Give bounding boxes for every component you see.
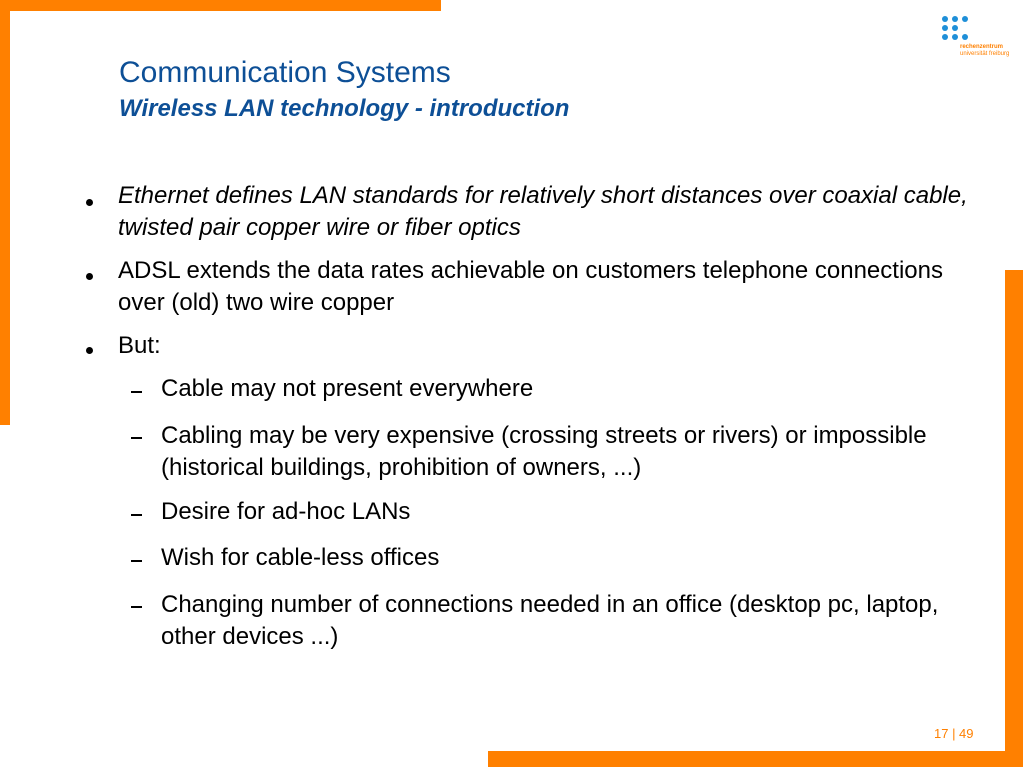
sub-bullet-dash [131, 560, 142, 562]
bullet-text: ADSL extends the data rates achievable on customers telephone connections over (old) two wire copper [118, 257, 943, 316]
sub-bullet-dash [131, 514, 142, 516]
sub-bullet-item [161, 373, 961, 405]
sub-bullet-text: Wish for cable-less offices [161, 544, 440, 571]
bullet-text: Ethernet defines LAN standards for relatively short distances over coaxial cable, twisted pair copper wire or fiber optics [118, 182, 968, 241]
logo-line2: universität freiburg [960, 51, 1010, 57]
sub-bullet-text: Desire for ad-hoc LANs [161, 498, 411, 525]
bullet-dot [86, 347, 93, 354]
sub-bullet-item [161, 542, 961, 574]
sub-bullet-dash [131, 437, 142, 439]
bullet-item [118, 330, 978, 362]
sub-bullet-text: Changing number of connections needed in an office (desktop pc, laptop, other devices ...) [161, 591, 939, 650]
sub-bullet-item [161, 589, 961, 653]
bullet-item [118, 180, 978, 244]
logo-line1: rechenzentrum [960, 44, 1004, 50]
bullet-text: But: [118, 332, 161, 359]
sub-bullet-item [161, 496, 961, 528]
sub-bullet-dash [131, 391, 142, 393]
slide-title: Communication Systems [119, 56, 451, 89]
sub-bullet-text: Cable may not present everywhere [161, 375, 534, 402]
sub-bullet-text: Cabling may be very expensive (crossing streets or rivers) or impossible (historical buildings, prohibition of owners, ...) [161, 422, 927, 481]
page-number: 17 | 49 [934, 726, 974, 741]
slide-subtitle: Wireless LAN technology - introduction [119, 95, 570, 122]
sub-bullet-dash [131, 606, 142, 608]
bullet-dot [86, 199, 93, 206]
bullet-dot [86, 273, 93, 280]
sub-bullet-item [161, 420, 961, 484]
bullet-item [118, 255, 978, 319]
